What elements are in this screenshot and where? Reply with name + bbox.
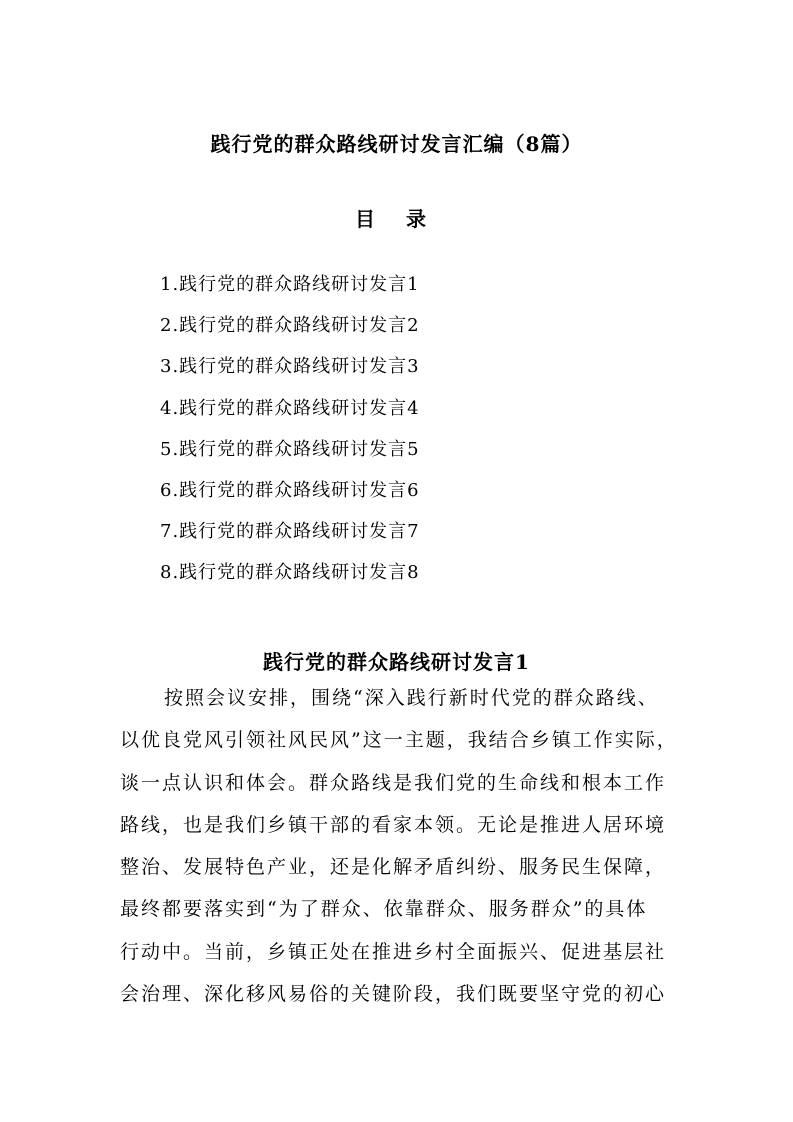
body-line: 谈一点认识和体会。群众路线是我们党的生命线和根本工作 bbox=[120, 771, 667, 794]
toc-item-7: 7.践行党的群众路线研讨发言7 bbox=[160, 521, 420, 543]
body-line: 最终都要落实到“为了群众、依靠群众、服务群众”的具体 bbox=[120, 898, 648, 921]
body-line: 整治、发展特色产业，还是化解矛盾纠纷、服务民生保障， bbox=[120, 856, 667, 879]
body-line: 按照会议安排，围绕“深入践行新时代党的群众路线、 bbox=[164, 687, 659, 709]
body-line: 行动中。当前，乡镇正处在推进乡村全面振兴、促进基层社 bbox=[120, 940, 667, 963]
toc-item-8: 8.践行党的群众路线研讨发言8 bbox=[160, 562, 420, 584]
body-line: 以优良党风引领社风民风”这一主题，我结合乡镇工作实际， bbox=[120, 729, 678, 752]
toc-item-3: 3.践行党的群众路线研讨发言3 bbox=[160, 356, 420, 378]
body-line: 路线，也是我们乡镇干部的看家本领。无论是推进人居环境 bbox=[120, 813, 667, 836]
toc-heading: 目 录 bbox=[355, 207, 438, 231]
toc-item-5: 5.践行党的群众路线研讨发言5 bbox=[160, 438, 420, 460]
body-line: 会治理、深化移风易俗的关键阶段，我们既要坚守党的初心 bbox=[120, 983, 667, 1006]
toc-item-2: 2.践行党的群众路线研讨发言2 bbox=[160, 315, 420, 337]
toc-item-1: 1.践行党的群众路线研讨发言1 bbox=[160, 274, 420, 295]
body-paragraph bbox=[120, 680, 680, 1018]
section-title: 践行党的群众路线研讨发言1 bbox=[263, 650, 530, 674]
table-of-contents bbox=[160, 270, 420, 600]
document-title: 践行党的群众路线研讨发言汇编（8篇） bbox=[210, 132, 583, 156]
toc-item-4: 4.践行党的群众路线研讨发言4 bbox=[160, 397, 420, 419]
toc-item-6: 6.践行党的群众路线研讨发言6 bbox=[160, 479, 420, 501]
